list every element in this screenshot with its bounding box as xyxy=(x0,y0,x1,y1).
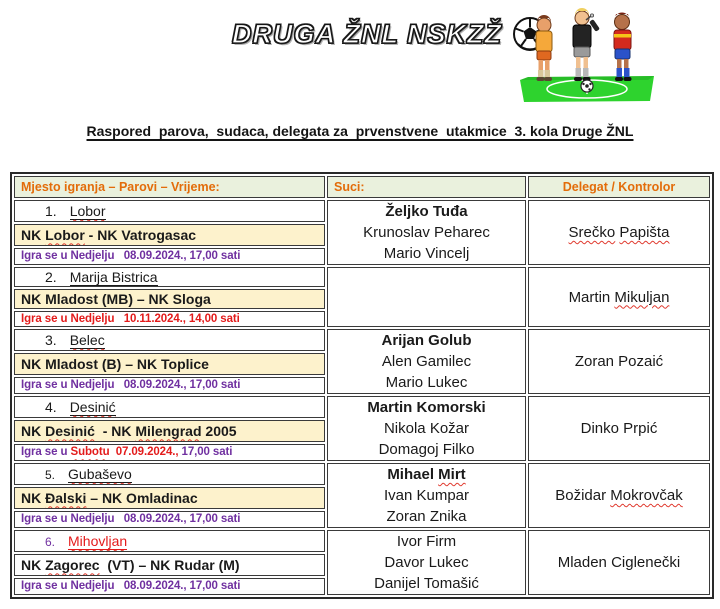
match-3-place-text: Belec xyxy=(69,331,105,348)
match-4-teams-text: Desinić xyxy=(45,422,95,439)
page-header xyxy=(0,0,720,172)
match-row-4 xyxy=(14,396,710,418)
match-6-referee-1 xyxy=(330,531,523,552)
match-2-time-cell xyxy=(14,311,325,327)
match-1-time-text: Igra se u Nedjelju 08.09.2024., 17,00 sati xyxy=(21,250,241,263)
match-3-referees-cell xyxy=(327,329,526,394)
match-2-teams-cell xyxy=(14,289,325,309)
match-6-referee-1-name: Ivor Firm xyxy=(396,533,457,550)
match-4-time-text: Igra se u xyxy=(21,446,71,459)
match-1-teams-cell xyxy=(14,224,325,246)
match-4-teams-text: NK xyxy=(21,422,46,439)
match-3-referee-2-name: Alen Gamilec xyxy=(381,353,472,370)
match-1-teams-text: Lobor xyxy=(45,226,85,243)
match-1-delegate-name: Srečko xyxy=(568,224,616,241)
match-2-delegate-name: Mikuljan xyxy=(614,288,670,306)
match-4-delegate-cell xyxy=(528,396,710,461)
match-5-referees-cell xyxy=(327,463,526,528)
match-2-teams-text: NK Mladost (MB) – NK Sloga xyxy=(21,291,211,307)
match-4-place xyxy=(70,399,116,415)
match-5-number: 5. xyxy=(45,467,56,482)
match-6-teams-text: Zagorec xyxy=(45,556,100,573)
match-row-2 xyxy=(14,267,710,287)
match-5-referee-3-name: Zoran Znika xyxy=(386,508,467,525)
match-5-teams-text: NK xyxy=(21,489,46,506)
match-5-time-cell xyxy=(14,511,325,528)
match-3-teams-cell xyxy=(14,353,325,375)
match-4-number: 4. xyxy=(45,398,57,415)
match-6-place-text: Mihovljan xyxy=(68,532,128,549)
match-1-referee-1 xyxy=(330,201,523,222)
match-4-referees-cell xyxy=(327,396,526,461)
league-logo xyxy=(232,16,548,52)
match-3-place-cell xyxy=(14,329,325,351)
match-4-place-cell xyxy=(14,396,325,418)
match-5-delegate-name: Mokrovčak xyxy=(610,487,683,504)
match-1-referee-2-name: Krunoslav Peharec xyxy=(363,224,490,241)
match-6-teams-cell xyxy=(14,554,325,576)
match-2-referees-cell xyxy=(327,267,526,327)
match-1-place-text: Lobor xyxy=(69,202,106,219)
match-4-referee-3-name: Domagoj Filko xyxy=(378,441,475,458)
match-4-teams-text: 2005 xyxy=(201,422,237,439)
match-3-time-cell xyxy=(14,377,325,394)
match-1-delegate-name: Papišta xyxy=(619,224,670,241)
match-6-number: 6. xyxy=(45,534,56,549)
match-1-delegate-cell xyxy=(528,200,710,265)
match-5-referee-1-name: Mihael xyxy=(387,466,439,483)
match-3-time-text: Igra se u Nedjelju 08.09.2024., 17,00 sati xyxy=(21,379,241,392)
match-6-referee-2-name: Davor Lukec xyxy=(384,554,469,571)
match-4-teams-text: Milengrad xyxy=(135,422,202,439)
match-6-teams-text: NK xyxy=(21,556,46,573)
match-6-referee-2 xyxy=(330,552,523,573)
match-5-referee-3 xyxy=(330,506,523,527)
match-1-place xyxy=(70,203,106,219)
match-6-delegate-name: Mladen Ciglenečki xyxy=(557,554,681,571)
match-4-referee-1-name: Martin Komorski xyxy=(367,399,486,416)
match-5-referee-1-name: Mirt xyxy=(438,466,466,483)
col-header-delegat: Delegat / Kontrolor xyxy=(528,176,710,198)
match-4-time-text: 07.09.2024., xyxy=(109,446,179,459)
match-3-referee-1 xyxy=(330,330,523,351)
match-2-place-cell xyxy=(14,267,325,287)
match-3-referee-2 xyxy=(330,351,523,372)
match-1-number: 1. xyxy=(45,202,57,219)
match-5-place xyxy=(68,466,132,482)
match-row-6 xyxy=(14,530,710,552)
match-row-3 xyxy=(14,329,710,351)
league-logo-text: DRUGA ŽNL NSKZŽ xyxy=(232,18,502,49)
match-2-delegate-name: Martin xyxy=(568,288,615,306)
match-4-teams-cell xyxy=(14,420,325,442)
match-1-referee-1-name: Željko Tuđa xyxy=(385,203,468,220)
match-5-referee-2-name: Ivan Kumpar xyxy=(383,487,470,504)
match-2-time-text: Igra se u Nedjelju 10.11.2024., 14,00 sati xyxy=(21,313,240,325)
match-5-delegate-cell xyxy=(528,463,710,528)
match-1-time-cell xyxy=(14,248,325,265)
col-header-suci: Suci: xyxy=(327,176,526,198)
match-2-place xyxy=(70,269,158,285)
match-1-referee-2 xyxy=(330,222,523,243)
match-4-referee-2 xyxy=(330,418,523,439)
match-6-referees-cell xyxy=(327,530,526,595)
match-2-place-text: Marija Bistrica xyxy=(69,269,158,285)
kids-playing-clipart xyxy=(514,4,660,104)
match-4-time-text: 17,00 sati xyxy=(178,446,233,459)
match-3-referee-1-name: Arijan Golub xyxy=(381,332,472,349)
match-3-number: 3. xyxy=(45,331,57,348)
match-4-teams-text: - NK xyxy=(94,422,136,439)
document-title: Raspored parova, sudaca, delegata za prvenstvene utakmice 3. kola Druge ŽNL xyxy=(86,123,634,139)
match-3-delegate-name: Zoran Pozaić xyxy=(574,353,664,370)
table-header-row xyxy=(14,176,710,198)
match-5-delegate-name: Božidar xyxy=(555,487,611,504)
schedule-table xyxy=(10,172,714,599)
match-3-place xyxy=(70,332,105,348)
match-1-referee-3 xyxy=(330,243,523,264)
match-2-number: 2. xyxy=(45,269,57,285)
match-5-teams-cell xyxy=(14,487,325,509)
match-1-teams-text: - NK Vatrogasac xyxy=(84,226,197,243)
match-5-place-cell xyxy=(14,463,325,485)
match-5-referee-1 xyxy=(330,464,523,485)
match-6-time-text: Igra se u Nedjelju 08.09.2024., 17,00 sati xyxy=(21,580,241,593)
match-3-referee-3-name: Mario Lukec xyxy=(385,374,468,391)
match-4-time-cell xyxy=(14,444,325,461)
match-4-place-text: Desinić xyxy=(69,398,116,415)
col-header-mjesto: Mjesto igranja – Parovi – Vrijeme: xyxy=(14,176,325,198)
match-1-referees-cell xyxy=(327,200,526,265)
match-4-referee-2-name: Nikola Kožar xyxy=(383,420,470,437)
match-4-delegate-name: Dinko Prpić xyxy=(580,420,658,437)
match-5-teams-text: – NK Omladinac xyxy=(86,489,198,506)
match-3-referee-3 xyxy=(330,372,523,393)
match-6-teams-text: (VT) – NK Rudar (M) xyxy=(99,556,240,573)
match-1-place-cell xyxy=(14,200,325,222)
match-row-5 xyxy=(14,463,710,485)
match-4-referee-1 xyxy=(330,397,523,418)
match-3-teams-text: NK Mladost (B) – NK Toplice xyxy=(21,355,209,372)
match-4-referee-3 xyxy=(330,439,523,460)
match-6-place-cell xyxy=(14,530,325,552)
match-1-referee-3-name: Mario Vincelj xyxy=(383,245,470,262)
match-5-place-text: Gubaševo xyxy=(68,465,132,482)
match-6-time-cell xyxy=(14,578,325,595)
match-2-delegate-cell xyxy=(528,267,710,327)
match-5-teams-text: Đalski xyxy=(45,489,87,506)
match-6-referee-3 xyxy=(330,573,523,594)
match-6-place xyxy=(68,533,127,549)
match-4-time-text: Subotu xyxy=(70,446,110,459)
match-row-1 xyxy=(14,200,710,222)
match-6-delegate-cell xyxy=(528,530,710,595)
match-3-delegate-cell xyxy=(528,329,710,394)
match-5-referee-2 xyxy=(330,485,523,506)
match-5-time-text: Igra se u Nedjelju 08.09.2024., 17,00 sati xyxy=(21,513,241,526)
match-1-teams-text: NK xyxy=(21,226,46,243)
match-6-referee-3-name: Danijel Tomašić xyxy=(374,575,479,592)
